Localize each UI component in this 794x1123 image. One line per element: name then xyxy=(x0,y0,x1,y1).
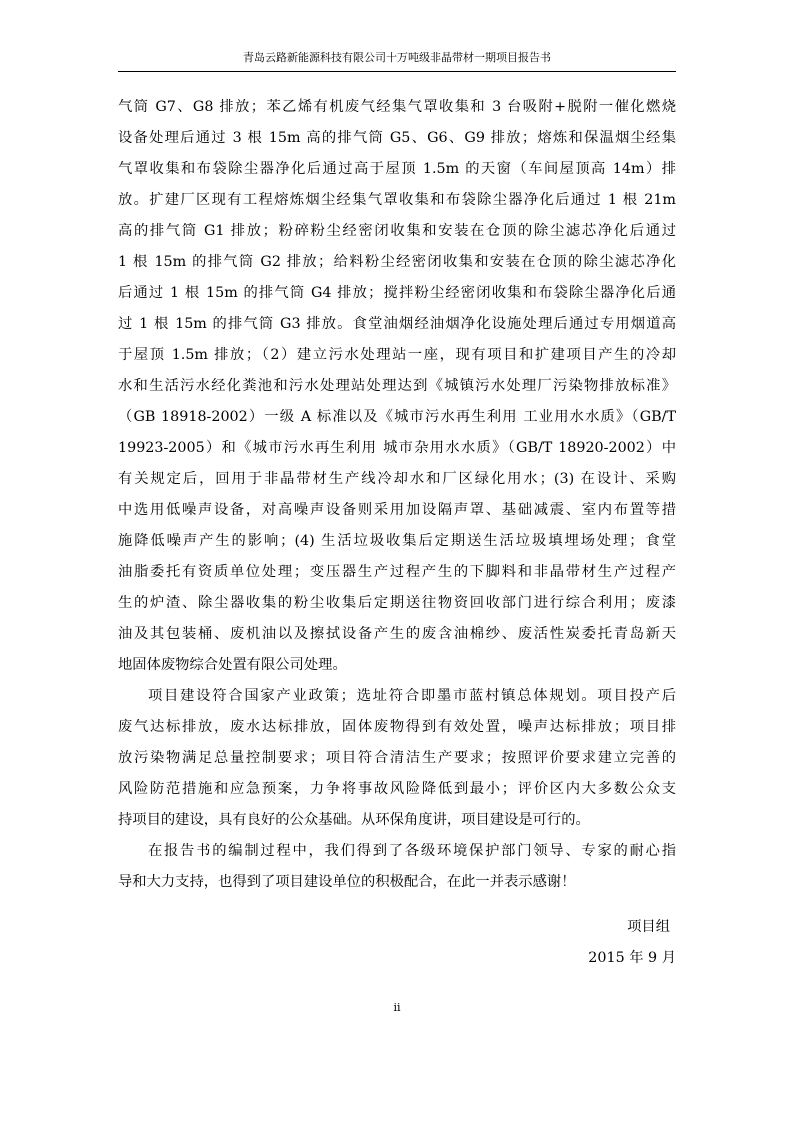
page-number: ii xyxy=(393,1001,401,1014)
text-line: 导和大力支持，也得到了项目建设单位的积极配合，在此一并表示感谢！ xyxy=(118,874,576,890)
header-divider xyxy=(118,71,676,72)
text-line: 气罩收集和布袋除尘器净化后通过高于屋顶 1.5m 的天窗（车间屋顶高 14m）排 xyxy=(118,161,676,177)
text-line: 放。扩建厂区现有工程熔炼烟尘经集气罩收集和布袋除尘器净化后通过 1 根 21m xyxy=(118,192,676,208)
text-line: 后通过 1 根 15m 的排气筒 G4 排放；搅拌粉尘经密闭收集和布袋除尘器净化后通 xyxy=(118,285,676,301)
text-line: 地固体废物综合处置有限公司处理。 xyxy=(118,657,347,673)
paragraph-start-line: 项目建设符合国家产业政策；选址符合即墨市蓝村镇总体规划。项目投产后 xyxy=(148,688,676,704)
text-line: 生的炉渣、除尘器收集的粉尘收集后定期送往物资回收部门进行综合利用；废漆 xyxy=(118,595,676,611)
text-line: 高的排气筒 G1 排放；粉碎粉尘经密闭收集和安装在仓顶的除尘滤芯净化后通过 xyxy=(118,223,676,239)
text-line: 有关规定后，回用于非晶带材生产线冷却水和厂区绿化用水；(3) 在设计、采购 xyxy=(118,471,676,487)
text-line: 施降低噪声产生的影响；(4) 生活垃圾收集后定期送生活垃圾填埋场处理；食堂 xyxy=(118,533,676,549)
text-line: 中选用低噪声设备，对高噪声设备则采用加设隔声罩、基础减震、室内布置等措 xyxy=(118,502,676,518)
text-line: 水和生活污水经化粪池和污水处理站处理达到《城镇污水处理厂污染物排放标准》 xyxy=(118,378,676,394)
report-body xyxy=(118,92,676,898)
paragraph-start-line: 在报告书的编制过程中，我们得到了各级环境保护部门领导、专家的耐心指 xyxy=(148,843,676,859)
text-line: （GB 18918-2002）一级 A 标准以及《城市污水再生利用 工业用水水质》（GB/T xyxy=(118,409,676,425)
text-line: 设备处理后通过 3 根 15m 高的排气筒 G5、G6、G9 排放；熔炼和保温烟尘经集 xyxy=(118,130,676,146)
signature-date: 2015 年 9 月 xyxy=(588,950,676,966)
text-line: 放污染物满足总量控制要求；项目符合清洁生产要求；按照评价要求建立完善的 xyxy=(118,750,676,766)
text-line: 气筒 G7、G8 排放；苯乙烯有机废气经集气罩收集和 3 台吸附+脱附一催化燃烧 xyxy=(118,99,676,115)
text-line: 油及其包装桶、废机油以及擦拭设备产生的废含油棉纱、废活性炭委托青岛新天 xyxy=(118,626,676,642)
text-line: 废气达标排放，废水达标排放，固体废物得到有效处置，噪声达标排放；项目排 xyxy=(118,719,676,735)
signature-block xyxy=(118,912,676,974)
signature-team: 项目组 xyxy=(627,919,670,935)
text-line: 19923-2005）和《城市污水再生利用 城市杂用水水质》（GB/T 18920-2002）中 xyxy=(118,440,676,456)
text-line: 于屋顶 1.5m 排放；（2）建立污水处理站一座，现有项目和扩建项目产生的冷却 xyxy=(118,347,676,363)
text-line: 风险防范措施和应急预案，力争将事故风险降低到最小；评价区内大多数公众支 xyxy=(118,781,676,797)
text-line: 过 1 根 15m 的排气筒 G3 排放。食堂油烟经油烟净化设施处理后通过专用烟道高 xyxy=(118,316,676,332)
page-header-title: 青岛云路新能源科技有限公司十万吨级非晶带材一期项目报告书 xyxy=(243,51,551,64)
text-line: 油脂委托有资质单位处理；变压器生产过程产生的下脚料和非晶带材生产过程产 xyxy=(118,564,676,580)
text-line: 持项目的建设，具有良好的公众基础。从环保角度讲，项目建设是可行的。 xyxy=(118,812,590,828)
text-line: 1 根 15m 的排气筒 G2 排放；给料粉尘经密闭收集和安装在仓顶的除尘滤芯净化 xyxy=(118,254,676,270)
